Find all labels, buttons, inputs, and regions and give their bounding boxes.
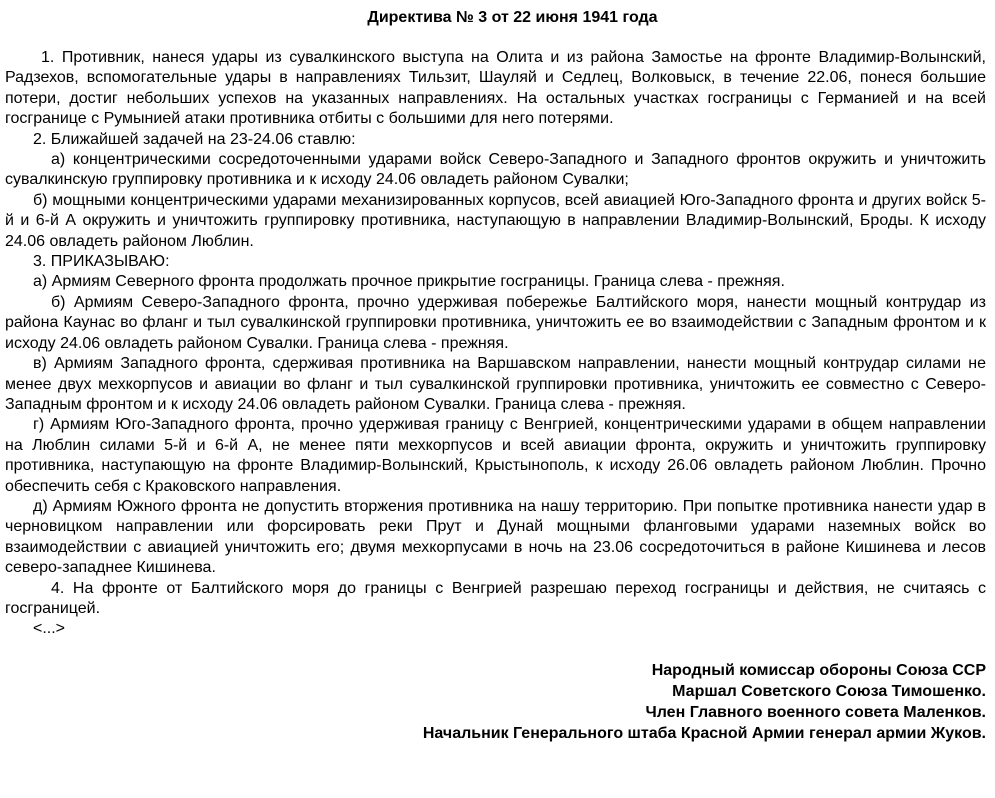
signature-line: Член Главного военного совета Маленков. [645, 703, 986, 721]
paragraph-2: 2. Ближайшей задачей на 23-24.06 ставлю: [33, 130, 356, 148]
paragraph-3e: д) Армиям Южного фронта не допустить вторжения противника на нашу территорию. При попытке противника нанести удар в черновицком направлении или форсировать реки Прут и Дунай мощными фланговыми ударами наземных войск во взаимодействии с авиацией уничтожить его; двумя мехкорпусами в ночь на 23.06 сосредоточиться в районе Кишинева и лесов северо-западнее Кишинева. [5, 497, 986, 577]
paragraph-3c: в) Армиям Западного фронта, сдерживая противника на Варшавском направлении, нанести мощный контрудар силами не менее двух мехкорпусов и авиации во фланг и тыл сувалкинской группировки противника, уничтожить ее совместно с Северо-Западным фронтом и к исходу 24.06 овладеть районом Сувалки. Граница слева - прежняя. [5, 355, 986, 413]
signature-line: Начальник Генерального штаба Красной Армии генерал армии Жуков. [422, 724, 986, 742]
paragraph-2a: а) концентрическими сосредоточенными ударами войск Северо-Западного и Западного фронтов окружить и уничтожить сувалкинскую группировку противника и к исходу 24.06 овладеть районом Сувалки; [5, 151, 986, 189]
paragraph-4: 4. На фронте от Балтийского моря до границы с Венгрией разрешаю переход госграницы и действия, не считаясь с госграницей. [5, 579, 986, 617]
paragraph-1: 1. Противник, нанеся удары из сувалкинского выступа на Олита и из района Замостье на фронте Владимир-Волынский, Радзехов, вспомогательные удары в направлениях Тильзит, Шауляй и Седлец, Волковыск, в течение 22.06, понеся большие потери, достиг небольших успехов на указанных направлениях. На остальных участках госграницы с Германией и на всей госгранице с Румынией атаки противника отбиты с большими для него потерями. [5, 49, 986, 128]
paragraph-3: 3. ПРИКАЗЫВАЮ: [33, 253, 170, 271]
document-body [0, 48, 995, 640]
document-title: Директива № 3 от 22 июня 1941 года [367, 9, 658, 26]
omission-marker: <...> [33, 620, 66, 638]
signature-line: Народный комиссар обороны Союза ССР [651, 661, 986, 679]
document [0, 8, 995, 744]
paragraph-2b: б) мощными концентрическими ударами механизированных корпусов, всей авиацией Юго-Западного фронта и других войск 5-й и 6-й А окружить и уничтожить группировку противника, наступающую в направлении Владимир-Волынский, Броды. К исходу 24.06 овладеть районом Люблин. [5, 191, 986, 250]
paragraph-3d: г) Армиям Юго-Западного фронта, прочно удерживая границу с Венгрией, концентрическими ударами в общем направлении на Люблин силами 5-й и 6-й А, не менее пяти мехкорпусов и всей авиации фронта, окружить и уничтожить группировку противника, наступающую на фронте Владимир-Волынский, Крыстынополь, к исходу 26.06 овладеть районом Люблин. Прочно обеспечить себя с Краковского направления. [5, 416, 986, 495]
signature-block [0, 660, 995, 744]
paragraph-3a: а) Армиям Северного фронта продолжать прочное прикрытие госграницы. Граница слева - прежняя. [33, 273, 785, 291]
signature-line: Маршал Советского Союза Тимошенко. [672, 682, 986, 700]
paragraph-3b: б) Армиям Северо-Западного фронта, прочно удерживая побережье Балтийского моря, нанести мощный контрудар из района Каунас во фланг и тыл сувалкинской группировки противника, уничтожить ее во взаимодействии с Западным фронтом и к исходу 24.06 овладеть районом Сувалки. Граница слева - прежняя. [5, 293, 986, 352]
